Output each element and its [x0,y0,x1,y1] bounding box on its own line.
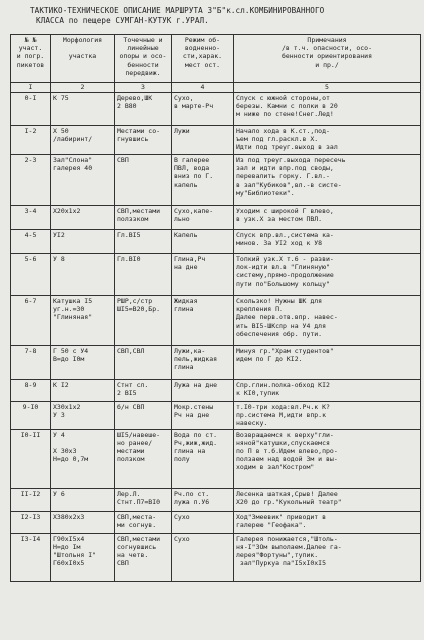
morphology-cell: Катушка I5 уг.н.=30 "Глиняная" [51,296,115,346]
segment-cell: I2-I3 [11,511,51,533]
morphology-cell: K I2 [51,380,115,402]
morphology-cell: X 50 /лабиринт/ [51,126,115,155]
morphology-cell: У 6 [51,488,115,511]
table-row [11,533,421,581]
segment-cell: 9-I0 [11,402,51,430]
water-regime-cell: Сухо [172,511,234,533]
table-row [11,254,421,296]
morphology-cell: У 4 X 30x3 Н=до 0,7м [51,429,115,488]
water-regime-cell: Сухо, в марте-Рч [172,93,234,126]
table-row [11,206,421,230]
water-regime-cell: Лужа на дне [172,380,234,402]
notes-cell: Уходим с широкой Г влево, в узк.X за местом ПВЛ. [234,206,421,230]
morphology-cell: X380x2x3 [51,511,115,533]
water-regime-cell: Глина,Рч на дне [172,254,234,296]
table-row [11,511,421,533]
table-row [11,155,421,206]
morphology-cell: У 8 [51,254,115,296]
notes-cell: Топкий узк.X т.6 - разви- лок-идти вл.в "Глиняную" систему,прямо-продолжение пути по"Большому кольцу" [234,254,421,296]
segment-cell: I-2 [11,126,51,155]
table-row [11,488,421,511]
header-water-regime: Режим об- водненно- сти,харак. мест ост. [172,35,234,83]
supports-cell: СВП [115,155,172,206]
column-number: 4 [172,83,234,93]
title-line-1: ТАКТИКО-ТЕХНИЧЕСКОЕ ОПИСАНИЕ МАРШРУТА 3"Б"к.сл.КОМБИНИРОВАННОГО [30,6,325,15]
table-row [11,402,421,430]
segment-cell: 6-7 [11,296,51,346]
water-regime-cell: Жидкая глина [172,296,234,346]
supports-cell: РШР,с/стр ШI5=В20,Бр. [115,296,172,346]
segment-cell: I3-I4 [11,533,51,581]
table-row [11,126,421,155]
header-row [11,35,421,83]
notes-cell: Из под треуг.выхода пересечь зал и идти впр.под своды, перевалить горку. Г.вл.- в зал"Кубиков",вл.-в систе- му"Библиотеки". [234,155,421,206]
notes-cell: Галерея понижается,"Штоль- ня-I"3Ом выполаем.Далее га- лерея"Фортуны",тупик. зал"Пуркуа па"I5xI0xI5 [234,533,421,581]
column-number: 2 [51,83,115,93]
supports-cell: Местами со- гнувшись [115,126,172,155]
supports-cell: б/н СВП [115,402,172,430]
morphology-cell: Зал"Слона" галерея 40 [51,155,115,206]
notes-cell: Спуск с южной стороны,от березы. Камни с полки в 20 м ниже по стене!Снег.Лед! [234,93,421,126]
notes-cell: Спр.глин.полка-обход КI2 к КI0,тупик [234,380,421,402]
segment-cell: 4-5 [11,230,51,254]
water-regime-cell: Лужи [172,126,234,155]
segment-cell: 3-4 [11,206,51,230]
supports-cell: СВП,местами полззком [115,206,172,230]
column-number-row [11,83,421,93]
water-regime-cell: Вода по ст. Рч,жиж,жид. глина на полу [172,429,234,488]
morphology-cell: X30x1x2 У 3 [51,402,115,430]
supports-cell: ШI5/навеше- но ранее/ местами ползком [115,429,172,488]
notes-cell: Скользко! Нужны ШК для крепления П. Далее перв.отв.впр. навес- ить ВI5-ШКспр на У4 для обеспечения обр. пути. [234,296,421,346]
table-row [11,296,421,346]
segment-cell: 0-I [11,93,51,126]
notes-cell: т.I0-три хода:вл.Рч.к К? пр.система М,идти впр.к навеску. [234,402,421,430]
table-row [11,346,421,380]
table-row [11,380,421,402]
header-segment-number: № № участ. и погр. пикетов [11,35,51,83]
segment-cell: 8-9 [11,380,51,402]
segment-cell: 5-6 [11,254,51,296]
water-regime-cell: Рч.по ст. лужа п.У6 [172,488,234,511]
supports-cell: Лер.Л. Стнт.П7=ВI0 [115,488,172,511]
notes-cell: Спуск впр.вл.,система ка- минов. За УI2 ход к У8 [234,230,421,254]
header-supports: Точечные и линейные опоры и осо- бенности передвиж. [115,35,172,83]
morphology-cell: K 75 [51,93,115,126]
table-row [11,230,421,254]
supports-cell: СВП,местами согнувшись на четв. СВП [115,533,172,581]
title-line-2: КЛАССА по пещере СУМГАН-КУТУК г.УРАЛ. [36,16,209,25]
morphology-cell: Г 50 с У4 В=до I0м [51,346,115,380]
notes-cell: Лесенка шаткая,Срыв! Далее X20 до гр."Кукольный театр" [234,488,421,511]
notes-cell: Ход"Змеевик" приводит в галерею "Геофака". [234,511,421,533]
notes-cell: Начало хода в К.ст.,под- ъем под гл.раскл.в X. Идти под треуг.выход в зал [234,126,421,155]
segment-cell: 2-3 [11,155,51,206]
supports-cell: СВП,СВЛ [115,346,172,380]
supports-cell: Дерево,ШК 2 В80 [115,93,172,126]
table-body [11,93,421,582]
column-number: I [11,83,51,93]
water-regime-cell: Лужи,ка- пель,жидкая глина [172,346,234,380]
segment-cell: I0-II [11,429,51,488]
header-notes: Примечания /в т.ч. опасности, осо- бенности ориентирования и пр./ [234,35,421,83]
morphology-cell: X20x1x2 [51,206,115,230]
table-row [11,93,421,126]
header-morphology: Морфология участка [51,35,115,83]
table-row [11,429,421,488]
water-regime-cell: Капель [172,230,234,254]
document-title [30,6,422,26]
morphology-cell: Г90xI5x4 Н=до Iм "Штольня I" Г60xI0x5 [51,533,115,581]
water-regime-cell: Мокр.стены Рч на дне [172,402,234,430]
route-description-table [10,34,421,582]
column-number: 5 [234,83,421,93]
supports-cell: Гл.ВI5 [115,230,172,254]
morphology-cell: УI2 [51,230,115,254]
water-regime-cell: В галерее ПВЛ, вода вниз по Г. капель [172,155,234,206]
notes-cell: Возвращаемся к верху"гли- няной"катушки,спускаемся по П в т.б.Идем влево,про- ползаем над водой 3м и вы- ходим в зал"Костром" [234,429,421,488]
water-regime-cell: Сухо,капе- льно [172,206,234,230]
supports-cell: Стнт сл. 2 ВI5 [115,380,172,402]
segment-cell: 7-8 [11,346,51,380]
column-number: 3 [115,83,172,93]
supports-cell: Гл.ВI0 [115,254,172,296]
water-regime-cell: Сухо [172,533,234,581]
supports-cell: СВП,места- ми согнув. [115,511,172,533]
notes-cell: Минуя гр."Храм студентов" идем по Г до КI2. [234,346,421,380]
segment-cell: II-I2 [11,488,51,511]
